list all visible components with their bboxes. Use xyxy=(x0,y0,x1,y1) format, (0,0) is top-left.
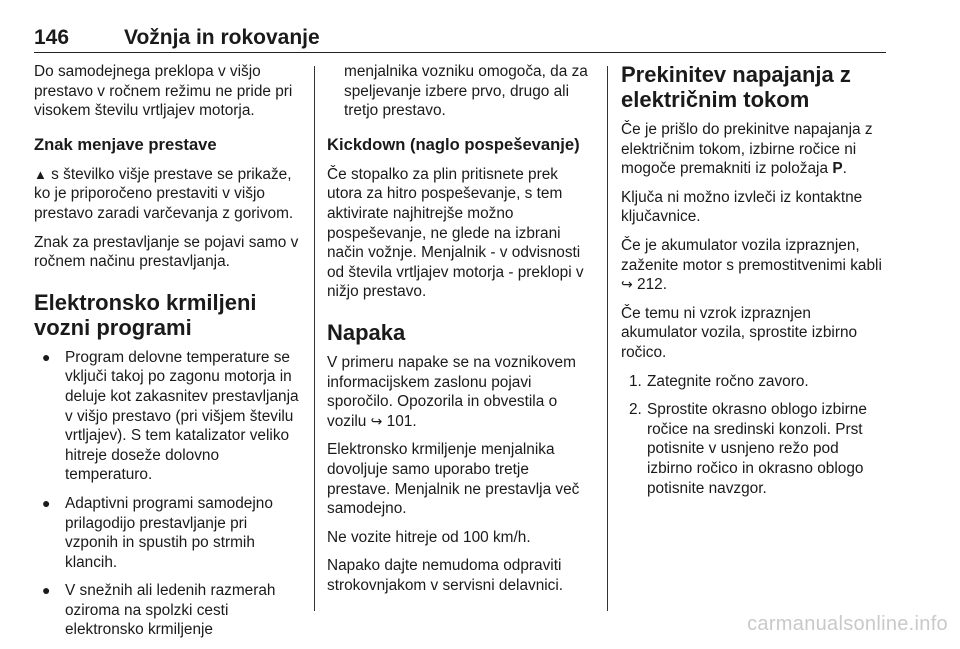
power-paragraph-4: Če temu ni vzrok izpraznjen akumulator vozila, sprostite izbirno ročico. xyxy=(621,304,858,361)
step-number: 1. xyxy=(629,372,642,390)
shift-indicator-paragraph: ▲ s številko višje prestave se prikaže, ko je priporočeno prestaviti v višjo prestavo zaradi varčevanja z gorivom. xyxy=(34,165,294,222)
bullet-icon: ● xyxy=(42,582,51,599)
column-middle xyxy=(327,62,593,604)
column-divider xyxy=(607,66,608,611)
watermark: carmanualsonline.info xyxy=(747,613,948,635)
column-divider xyxy=(314,66,315,611)
page-header xyxy=(34,26,886,53)
programs-list xyxy=(34,348,300,640)
fault-paragraph-4: Napako dajte nemudoma odpraviti strokovnjakom v servisni delavnici. xyxy=(327,557,564,594)
power-paragraph-1: Če je prišlo do prekinitve napajanja z električnim tokom, izbirne ročice ni mogoče premakniti iz položaja P. xyxy=(621,121,873,178)
page-reference-icon: ↪ xyxy=(370,412,383,429)
page-reference-icon: ↪ xyxy=(621,276,633,293)
fault-paragraph-3: Ne vozite hitreje od 100 km/h. xyxy=(327,528,531,546)
kickdown-paragraph: Če stopalko za plin pritisnete prek utora za hitro pospeševanje, s tem aktivirate najhitrejše možno pospeševanje, ne glede na izbrani način vožnje. Menjalnik - v odvisnosti od števila vrtljajev motorja - preklopi v nižjo prestavo. xyxy=(327,165,584,301)
up-triangle-icon: ▲ xyxy=(34,166,47,182)
chapter-title: Vožnja in rokovanje xyxy=(124,26,320,49)
page-reference[interactable]: 212. xyxy=(632,276,667,294)
list-item: ● Program delovne temperature se vključi takoj po zagonu motorja in deluje kot zakasnitev prestavljanja v višjo prestavo (pri višjem številu vrtljajev). S tem katalizator veliko hitreje doseže dolovno temperaturo. xyxy=(42,348,299,484)
list-item: 2. Sprostite okrasno oblogo izbirne ročice na sredinski konzoli. Prst potisnite v usnjeno režo pod izbirno ročico in okrasno oblogo potisnite navzgor. xyxy=(629,401,867,497)
fault-paragraph-2: Elektronsko krmiljenje menjalnika dovoljuje samo uporabo tretje prestave. Menjalnik ne prestavlja več samodejno. xyxy=(327,441,580,518)
bullet-icon: ● xyxy=(42,348,51,365)
steps-list xyxy=(621,372,887,499)
page-number: 146 xyxy=(34,26,70,49)
bullet-icon: ● xyxy=(42,494,51,511)
power-paragraph-2: Ključa ni možno izvleči iz kontaktne ključavnice. xyxy=(621,188,863,226)
shift-indicator-paragraph-2: Znak za prestavljanje se pojavi samo v ročnem načinu prestavljanja. xyxy=(34,233,299,271)
column-right xyxy=(621,62,887,507)
fault-paragraph-1: V primeru napake se na voznikovem informacijskem zaslonu pojavi sporočilo. Opozorila in obvestila o vozilu ↪ 101. xyxy=(327,353,576,430)
continuation-paragraph: menjalnika vozniku omogoča, da za speljevanje izbere prvo, drugo ali tretjo prestavo. xyxy=(344,63,588,120)
list-item: 1. Zategnite ročno zavoro. xyxy=(629,372,809,390)
step-number: 2. xyxy=(629,401,642,419)
list-item: ● V snežnih ali ledenih razmerah oziroma na spolzki cesti elektronsko krmiljenje xyxy=(42,582,276,639)
section-heading-power-failure: Prekinitev napajanja z električnim tokom xyxy=(621,62,851,112)
section-heading-programs: Elektronsko krmiljeni vozni programi xyxy=(34,289,257,340)
park-position-label: P xyxy=(832,160,843,178)
column-left xyxy=(34,62,300,649)
section-heading-shift-indicator: Znak menjave prestave xyxy=(34,134,217,154)
page-reference[interactable]: 101. xyxy=(382,412,417,430)
power-paragraph-3: Če je akumulator vozila izpraznjen, zaženite motor s premostitvenimi kabli ↪ 212. xyxy=(621,236,882,294)
section-heading-kickdown: Kickdown (naglo pospeševanje) xyxy=(327,134,580,154)
section-heading-fault: Napaka xyxy=(327,319,406,345)
intro-paragraph: Do samodejnega preklopa v višjo prestavo v ročnem režimu ne pride pri visokem številu vrtljajev motorja. xyxy=(34,63,293,120)
list-item: ● Adaptivni programi samodejno prilagodijo prestavljanje pri vzponih in spustih po strmih klancih. xyxy=(42,494,273,571)
